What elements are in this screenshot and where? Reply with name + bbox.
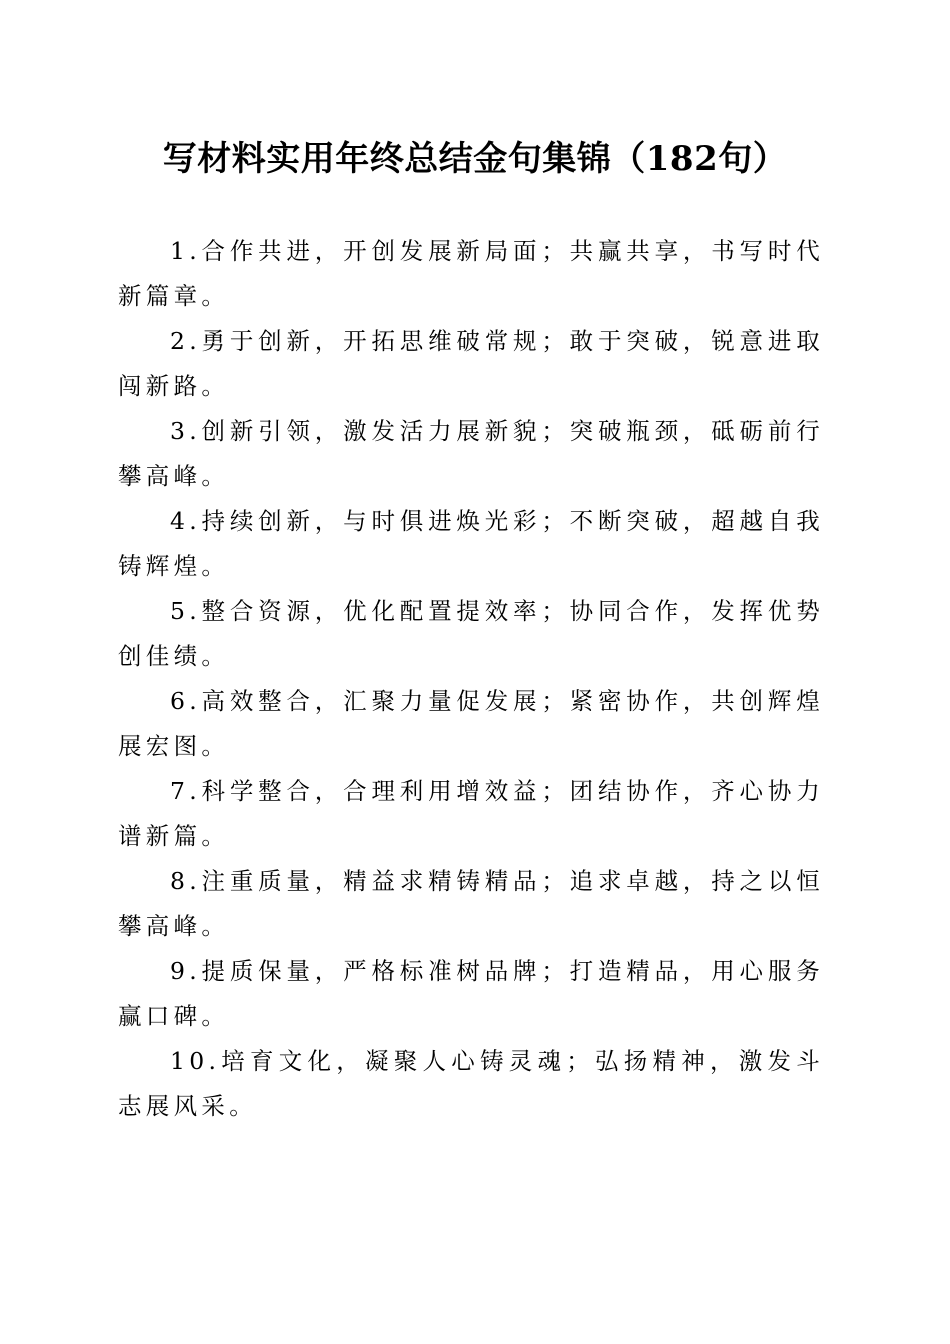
document-title: 写材料实用年终总结金句集锦（182句）	[162, 139, 788, 179]
quote-paragraph-4: 4.持续创新，与时俱进焕光彩；不断突破，超越自我铸辉煌。	[118, 507, 824, 580]
quote-paragraph-7: 7.科学整合，合理利用增效益；团结协作，齐心协力谱新篇。	[118, 777, 824, 850]
quote-list	[118, 229, 824, 1129]
quote-paragraph-2: 2.勇于创新，开拓思维破常规；敢于突破，锐意进取闯新路。	[118, 327, 824, 400]
quote-paragraph-8: 8.注重质量，精益求精铸精品；追求卓越，持之以恒攀高峰。	[118, 867, 824, 940]
quote-paragraph-6: 6.高效整合，汇聚力量促发展；紧密协作，共创辉煌展宏图。	[118, 687, 824, 760]
quote-paragraph-3: 3.创新引领，激发活力展新貌；突破瓶颈，砥砺前行攀高峰。	[118, 417, 824, 490]
quote-paragraph-1: 1.合作共进，开创发展新局面；共赢共享，书写时代新篇章。	[118, 237, 824, 310]
quote-paragraph-5: 5.整合资源，优化配置提效率；协同合作，发挥优势创佳绩。	[118, 597, 824, 670]
quote-paragraph-10: 10.培育文化，凝聚人心铸灵魂；弘扬精神，激发斗志展风采。	[118, 1047, 824, 1120]
quote-paragraph-9: 9.提质保量，严格标准树品牌；打造精品，用心服务赢口碑。	[118, 957, 824, 1030]
